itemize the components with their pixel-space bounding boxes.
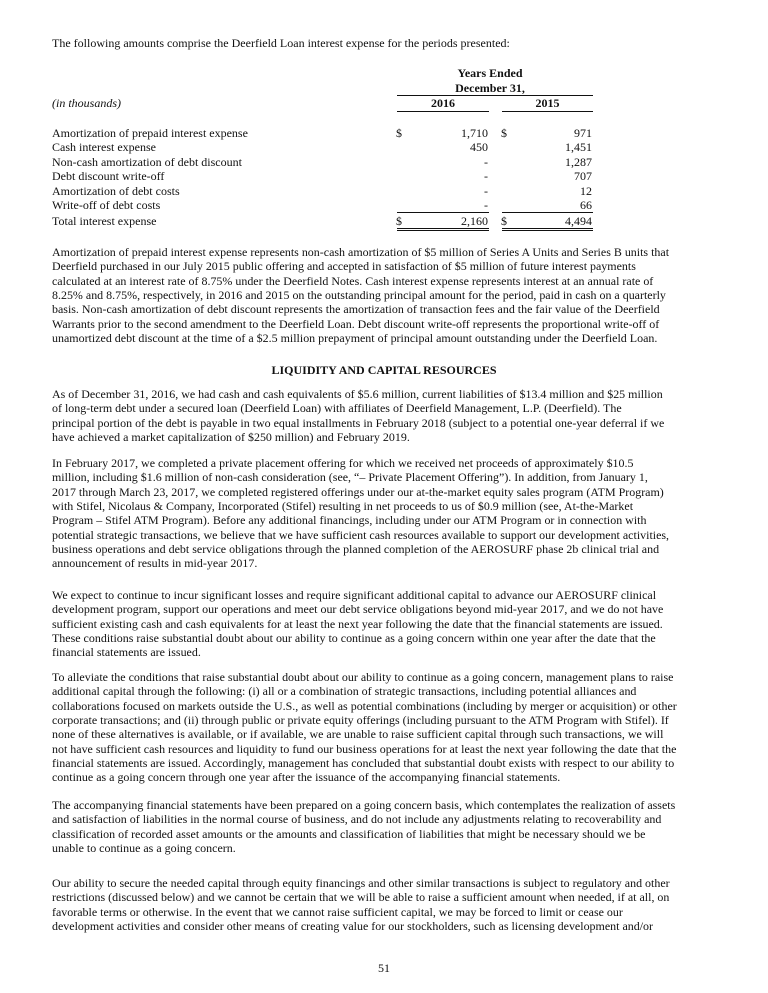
paragraph-line: million, including $1.6 million of non-cash consideration (see, “– Private Placement Offering”). In addition, from January 1, — [52, 470, 648, 485]
paragraph — [52, 588, 722, 660]
paragraph-line: of long-term debt under a secured loan (Deerfield Loan) with affiliates of Deerfield Management, L.P. (Deerfield). The — [52, 401, 622, 416]
paragraph-line: Warrants prior to the second amendment to the Deerfield Loan. Debt discount write-off represents the proportional write-off of — [52, 316, 660, 331]
paragraph — [52, 245, 722, 345]
value-2015: 4,494 — [565, 213, 592, 228]
paragraph-line: basis. Non-cash amortization of debt discount represents the amortization of transaction fees and the fair value of the Deerfield — [52, 302, 660, 317]
column-header-2016: 2016 — [431, 96, 455, 110]
value-2015: 66 — [580, 198, 592, 212]
paragraph-line: Program – Stifel ATM Program). Before any additional financings, including under our ATM Program or in connection with — [52, 513, 647, 528]
table-row — [0, 198, 768, 212]
value-2015: 707 — [574, 169, 592, 184]
paragraph — [52, 456, 722, 571]
paragraph-line: Amortization of prepaid interest expense represents non-cash amortization of $5 million of Series A Units and Series B units that — [52, 245, 670, 259]
paragraph-line: corporate transactions; and (ii) through public or private equity offerings (including pursuant to the ATM Program with Stifel). If — [52, 713, 669, 728]
paragraph-line: have achieved a market capitalization of $250 million) and February 2019. — [52, 430, 410, 445]
row-label: Non-cash amortization of debt discount — [52, 154, 242, 169]
paragraph — [52, 670, 722, 785]
paragraph-line: favorable terms or otherwise. In the event that we cannot raise sufficient capital, we may be forced to limit or cease our — [52, 904, 623, 919]
table-row — [0, 169, 768, 183]
paragraph-line: continue as a going concern through one year after the issuance of the accompanying financial statements. — [52, 770, 561, 785]
paragraph-line: potential strategic transactions, we believe that we have sufficient cash resources available to support our development activities, — [52, 527, 670, 542]
table-units: (in thousands) — [52, 96, 121, 110]
paragraph-line: none of these alternatives is available, or if available, we are unable to raise sufficient capital through such transactions, we will — [52, 727, 664, 742]
paragraph-line: not have sufficient cash resources and liquidity to fund our business operations for at least the next year following the date that the — [52, 741, 677, 756]
paragraph-line: unable to continue as a going concern. — [52, 841, 236, 856]
paragraph-line: 8.25% and 8.75%, respectively, in 2016 and 2015 on the outstanding principal amount for the period, paid in cash on a quarterly — [52, 288, 666, 303]
row-label: Write-off of debt costs — [52, 198, 161, 212]
total-bottom-rule-2016 — [397, 228, 489, 231]
paragraph-line: principal portion of the debt is payable in two equal installments in February 2018 (subject to a potential one-year deferral if we — [52, 415, 665, 430]
paragraph-line: development program, support our operations and meet our debt service obligations beyond mid-year 2017, and we do not have — [52, 602, 664, 617]
paragraph-line: Deerfield purchased in our July 2015 public offering and accepted in satisfaction of $5 million of future interest payments — [52, 259, 636, 274]
paragraph-line: calculated at an interest rate of 8.75% under the Deerfield Notes. Cash interest expense represents interest at an annual rate of — [52, 273, 654, 288]
currency-symbol: $ — [396, 126, 402, 140]
row-label: Total interest expense — [52, 213, 157, 228]
table-header-december: December 31, — [455, 81, 525, 95]
paragraph-line: development activities and consider other means of creating value for our stockholders, such as licensing development and/or — [52, 919, 654, 934]
paragraph-line: and satisfaction of liabilities in the normal course of business, and do not include any adjustments relating to recoverability and — [52, 812, 662, 827]
total-bottom-rule-2015 — [502, 228, 593, 231]
table-header-years-ended: Years Ended — [457, 66, 523, 80]
total-top-rule-2015 — [502, 212, 593, 213]
paragraph-line: The accompanying financial statements have been prepared on a going concern basis, which contemplates the realization of assets — [52, 798, 676, 812]
row-label: Debt discount write-off — [52, 169, 165, 184]
table-row — [0, 155, 768, 169]
value-2016: - — [484, 154, 488, 169]
value-2016: - — [484, 183, 488, 198]
paragraph-line: Our ability to secure the needed capital through equity financings and other similar transactions is subject to regulatory and other — [52, 876, 670, 890]
currency-symbol: $ — [396, 213, 402, 228]
paragraph-line: As of December 31, 2016, we had cash and cash equivalents of $5.6 million, current liabilities of $13.4 million and $25 million — [52, 387, 663, 401]
paragraph-line: collaborations focused on markets outside the U.S., as well as potential combinations (including by merger or acquisition) or other — [52, 698, 677, 713]
currency-symbol: $ — [501, 126, 507, 140]
section-heading: LIQUIDITY AND CAPITAL RESOURCES — [271, 363, 497, 377]
paragraph-line: These conditions raise substantial doubt about our ability to continue as a going concern within one year after the date that the — [52, 631, 656, 646]
currency-symbol: $ — [501, 213, 507, 228]
value-2016: - — [484, 198, 488, 212]
value-2016: 450 — [470, 140, 488, 155]
paragraph-line: sufficient existing cash and cash equivalents for at least the next year following the date that the financial statements are issued. — [52, 616, 663, 631]
table-row — [0, 184, 768, 198]
column-rule-2015 — [502, 111, 593, 112]
row-label: Amortization of debt costs — [52, 183, 180, 198]
paragraph-line: additional capital through the following: (i) all or a combination of strategic transactions, including potential alliances and — [52, 684, 637, 699]
paragraph — [52, 876, 722, 933]
value-2015: 12 — [580, 183, 592, 198]
row-label: Cash interest expense — [52, 140, 156, 155]
column-rule-2016 — [397, 111, 489, 112]
paragraph-line: In February 2017, we completed a private placement offering for which we received net proceeds of approximately $10.5 — [52, 456, 634, 470]
page-number: 51 — [378, 961, 390, 975]
value-2016: 2,160 — [461, 213, 488, 228]
paragraph-line: 2017 through March 23, 2017, we completed registered offerings under our at-the-market equity sales program (ATM Program) — [52, 484, 664, 499]
paragraph-line: unamortized debt discount at the time of a $2.5 million prepayment of principal amount outstanding under the Deerfield Loan. — [52, 331, 658, 346]
table-row — [0, 126, 768, 140]
column-header-2015: 2015 — [535, 96, 560, 110]
row-label: Amortization of prepaid interest expense — [52, 126, 248, 140]
table-row — [0, 214, 768, 228]
paragraph-line: To alleviate the conditions that raise substantial doubt about our ability to continue as a going concern, management plans to raise — [52, 670, 674, 684]
paragraph-line: We expect to continue to incur significant losses and require significant additional capital to advance our AEROSURF clinical — [52, 588, 657, 602]
paragraph-line: announcement of results in mid-year 2017. — [52, 556, 258, 571]
paragraph — [52, 798, 722, 855]
table-row — [0, 140, 768, 154]
paragraph-line: classification of recorded asset amounts or the amounts and classification of liabilities that might be necessary should we be — [52, 826, 646, 841]
value-2015: 971 — [574, 126, 592, 140]
value-2016: - — [484, 169, 488, 184]
paragraph-line: restrictions (discussed below) and we cannot be certain that we will be able to raise a sufficient amount when needed, if at all, on — [52, 890, 670, 905]
value-2016: 1,710 — [461, 126, 488, 140]
paragraph-line: with Stifel, Nicolaus & Company, Incorporated (Stifel) resulting in net proceeds to us of $0.9 million (see, At-the-Market — [52, 499, 634, 514]
value-2015: 1,287 — [565, 154, 592, 169]
paragraph-line: business operations and debt service obligations through the planned completion of the AEROSURF phase 2b clinical trial and — [52, 542, 660, 557]
total-top-rule-2016 — [397, 212, 489, 213]
paragraph-line: financial statements are issued. Accordingly, management has concluded that substantial doubt exists with respect to our ability to — [52, 756, 675, 771]
value-2015: 1,451 — [565, 140, 592, 155]
paragraph — [52, 387, 722, 444]
intro-text: The following amounts comprise the Deerfield Loan interest expense for the periods presented: — [52, 36, 510, 50]
paragraph-line: financial statements are issued. — [52, 645, 201, 660]
